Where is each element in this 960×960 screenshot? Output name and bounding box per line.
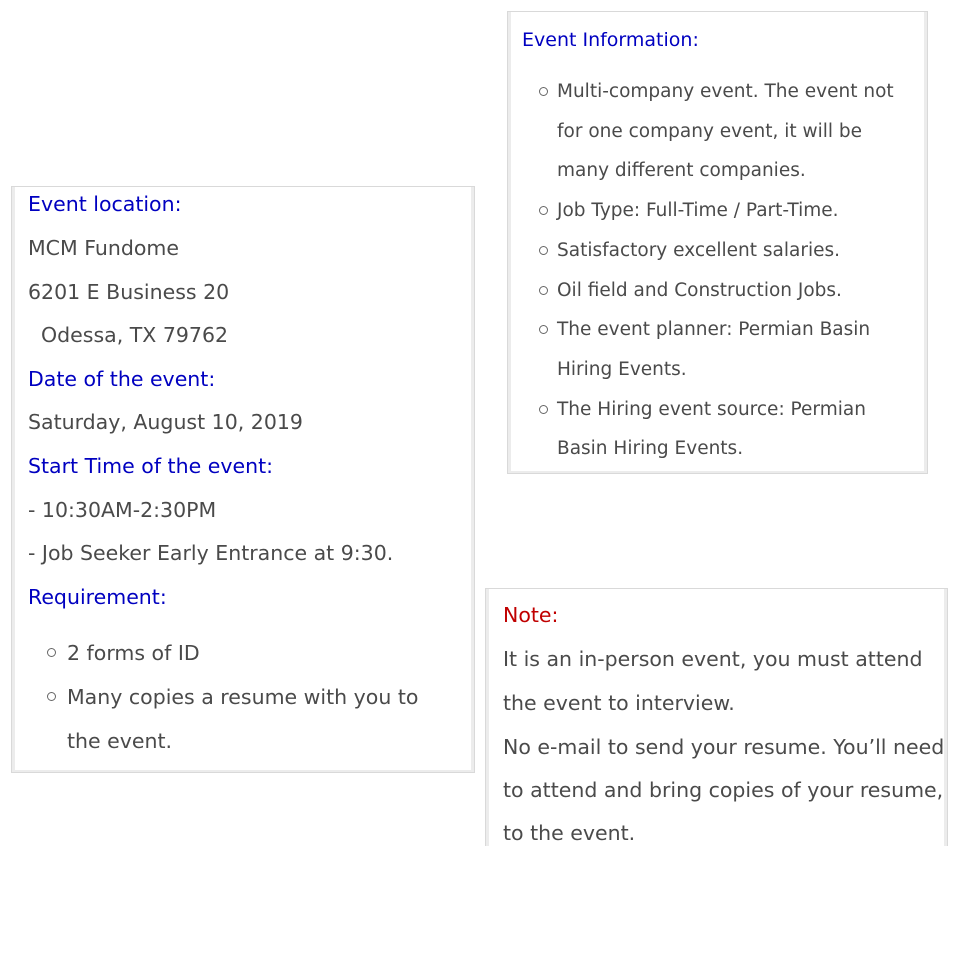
note-line: to attend and bring copies of your resume,: [503, 778, 944, 802]
venue-name: MCM Fundome: [28, 236, 179, 260]
list-item-text: The event planner: Permian Basin Hiring Events.: [557, 319, 871, 380]
note-line: No e-mail to send your resume. You’ll need: [503, 735, 945, 759]
requirement-list: [42, 631, 452, 763]
list-item-text: Many copies a resume with you to the event.: [67, 685, 419, 753]
note-heading: Note:: [503, 603, 559, 627]
event-date: Saturday, August 10, 2019: [28, 410, 303, 434]
city-address: Odessa, TX 79762: [28, 323, 229, 347]
list-item-text: Satisfactory excellent salaries.: [557, 239, 840, 261]
start-time-heading: Start Time of the event:: [28, 454, 274, 478]
note-line: the event to interview.: [503, 691, 735, 715]
bullet-icon: [539, 206, 548, 215]
note-line: to the event.: [503, 821, 636, 845]
date-heading: Date of the event:: [28, 367, 216, 391]
list-item: [532, 310, 917, 389]
list-item: [42, 675, 452, 763]
list-item-text: Multi-company event. The event not for one company event, it will be many different companies.: [557, 81, 894, 182]
bullet-icon: [539, 87, 548, 96]
list-item: [42, 631, 452, 675]
list-item-text: 2 forms of ID: [67, 641, 200, 665]
event-information-heading: Event Information:: [522, 29, 699, 51]
note-box: [485, 588, 948, 846]
list-item: [532, 390, 917, 469]
list-item: [532, 191, 917, 231]
bullet-icon: [539, 246, 548, 255]
bullet-icon: [539, 325, 548, 334]
list-item-text: Oil field and Construction Jobs.: [557, 279, 842, 301]
list-item-text: The Hiring event source: Permian Basin Hiring Events.: [557, 398, 866, 460]
early-entrance-note: - Job Seeker Early Entrance at 9:30.: [28, 541, 394, 565]
bullet-icon: [47, 692, 56, 701]
event-location-heading: Event location:: [28, 192, 182, 216]
list-item: [532, 72, 917, 191]
event-time: - 10:30AM-2:30PM: [28, 498, 217, 522]
note-line: It is an in-person event, you must attend: [503, 647, 923, 671]
bullet-icon: [47, 648, 56, 657]
event-location-box: [11, 186, 475, 773]
event-information-box: [507, 11, 928, 474]
list-item: [532, 231, 917, 271]
event-information-list: [532, 72, 917, 469]
list-item: [532, 271, 917, 311]
bullet-icon: [539, 286, 548, 295]
list-item-text: Job Type: Full-Time / Part-Time.: [557, 200, 839, 222]
street-address: 6201 E Business 20: [28, 280, 230, 304]
requirement-heading: Requirement:: [28, 585, 167, 609]
bullet-icon: [539, 405, 548, 414]
